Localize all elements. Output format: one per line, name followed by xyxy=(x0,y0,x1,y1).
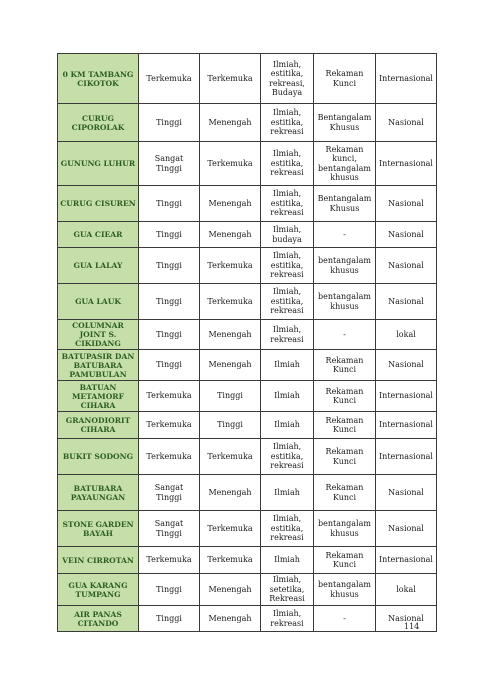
value-cell: Ilmiah, budaya xyxy=(261,222,314,248)
table-row xyxy=(58,350,437,381)
value-cell: Bentangalam Khusus xyxy=(314,104,376,142)
table-row xyxy=(58,606,437,632)
site-name-cell: CURUG CISUREN xyxy=(58,186,139,222)
value-cell: Menengah xyxy=(200,606,261,632)
table-row xyxy=(58,412,437,439)
value-cell: Tinggi xyxy=(139,574,200,606)
value-cell: Terkemuka xyxy=(139,54,200,104)
value-cell: - xyxy=(314,606,376,632)
value-cell: Ilmiah, estitika, rekreasi xyxy=(261,284,314,320)
value-cell: Terkemuka xyxy=(200,547,261,574)
page-number: 114 xyxy=(404,622,420,631)
value-cell: Tinggi xyxy=(139,284,200,320)
value-cell: Ilmiah xyxy=(261,547,314,574)
value-cell: Terkemuka xyxy=(200,284,261,320)
site-name-cell: BATUAN METAMORF CIHARA xyxy=(58,381,139,412)
value-cell: Terkemuka xyxy=(139,439,200,475)
value-cell: Bentangalam Khusus xyxy=(314,186,376,222)
value-cell: Terkemuka xyxy=(139,547,200,574)
value-cell: Nasional xyxy=(376,104,437,142)
value-cell: Internasional xyxy=(376,439,437,475)
value-cell: Rekaman Kunci xyxy=(314,381,376,412)
site-name-cell: GUA CIEAR xyxy=(58,222,139,248)
value-cell: Nasional xyxy=(376,511,437,547)
value-cell: Ilmiah, estitika, rekreasi, Budaya xyxy=(261,54,314,104)
value-cell: - xyxy=(314,222,376,248)
value-cell: lokal xyxy=(376,574,437,606)
value-cell: Sangat Tinggi xyxy=(139,475,200,511)
site-name-cell: GUNUNG LUHUR xyxy=(58,142,139,186)
value-cell: Ilmiah xyxy=(261,412,314,439)
value-cell: Tinggi xyxy=(139,320,200,350)
site-name-cell: BATUPASIR DAN BATUBARA PAMUBULAN xyxy=(58,350,139,381)
value-cell: Ilmiah, estitika, rekreasi xyxy=(261,511,314,547)
value-cell: Nasional xyxy=(376,222,437,248)
table-row xyxy=(58,439,437,475)
value-cell: Rekaman Kunci xyxy=(314,350,376,381)
value-cell: - xyxy=(314,320,376,350)
value-cell: Tinggi xyxy=(139,104,200,142)
table-row xyxy=(58,284,437,320)
value-cell: bentangalam khusus xyxy=(314,574,376,606)
value-cell: Nasional xyxy=(376,186,437,222)
value-cell: Terkemuka xyxy=(139,381,200,412)
value-cell: Menengah xyxy=(200,475,261,511)
site-name-cell: AIR PANAS CITANDO xyxy=(58,606,139,632)
value-cell: Rekaman Kunci xyxy=(314,547,376,574)
value-cell: Internasional xyxy=(376,381,437,412)
geosite-table-container xyxy=(57,53,436,632)
value-cell: Tinggi xyxy=(139,222,200,248)
table-row xyxy=(58,54,437,104)
value-cell: Terkemuka xyxy=(200,248,261,284)
value-cell: Nasional xyxy=(376,284,437,320)
value-cell: bentangalam khusus xyxy=(314,248,376,284)
table-row xyxy=(58,186,437,222)
value-cell: Terkemuka xyxy=(200,511,261,547)
value-cell: lokal xyxy=(376,320,437,350)
value-cell: Menengah xyxy=(200,222,261,248)
value-cell: Internasional xyxy=(376,142,437,186)
table-row xyxy=(58,511,437,547)
value-cell: Rekaman Kunci xyxy=(314,54,376,104)
value-cell: Tinggi xyxy=(139,248,200,284)
site-name-cell: COLUMNAR JOINT S. CIKIDANG xyxy=(58,320,139,350)
table-row xyxy=(58,475,437,511)
value-cell: Ilmiah, estitika, rekreasi xyxy=(261,439,314,475)
value-cell: Tinggi xyxy=(139,186,200,222)
value-cell: Ilmiah xyxy=(261,350,314,381)
site-name-cell: GUA LAUK xyxy=(58,284,139,320)
site-name-cell: VEIN CIRROTAN xyxy=(58,547,139,574)
value-cell: Menengah xyxy=(200,186,261,222)
table-row xyxy=(58,320,437,350)
site-name-cell: GUA KARANG TUMPANG xyxy=(58,574,139,606)
value-cell: Tinggi xyxy=(200,412,261,439)
value-cell: Menengah xyxy=(200,350,261,381)
site-name-cell: GUA LALAY xyxy=(58,248,139,284)
value-cell: bentangalam khusus xyxy=(314,284,376,320)
value-cell: Sangat Tinggi xyxy=(139,511,200,547)
table-row xyxy=(58,104,437,142)
value-cell: Terkemuka xyxy=(200,142,261,186)
value-cell: Terkemuka xyxy=(200,439,261,475)
value-cell: Internasional xyxy=(376,547,437,574)
value-cell: Rekaman kunci, bentangalam khusus xyxy=(314,142,376,186)
value-cell: Menengah xyxy=(200,320,261,350)
value-cell: Nasional xyxy=(376,475,437,511)
table-row xyxy=(58,142,437,186)
value-cell: Sangat Tinggi xyxy=(139,142,200,186)
value-cell: Ilmiah, estitika, rekreasi xyxy=(261,248,314,284)
site-name-cell: BATUBARA PAYAUNGAN xyxy=(58,475,139,511)
table-row xyxy=(58,547,437,574)
value-cell: Ilmiah, setetika, Rekreasi xyxy=(261,574,314,606)
value-cell: Tinggi xyxy=(200,381,261,412)
value-cell: Ilmiah, estitika, rekreasi xyxy=(261,186,314,222)
site-name-cell: 0 KM TAMBANG CIKOTOK xyxy=(58,54,139,104)
value-cell: Rekaman Kunci xyxy=(314,475,376,511)
site-name-cell: STONE GARDEN BAYAH xyxy=(58,511,139,547)
site-name-cell: GRANODIORIT CIHARA xyxy=(58,412,139,439)
value-cell: Internasional xyxy=(376,54,437,104)
table-row xyxy=(58,222,437,248)
value-cell: Ilmiah, estitika, rekreasi xyxy=(261,104,314,142)
value-cell: Ilmiah xyxy=(261,475,314,511)
table-row xyxy=(58,381,437,412)
geosite-table-body xyxy=(58,54,437,632)
value-cell: Ilmiah, rekreasi xyxy=(261,320,314,350)
value-cell: Nasional xyxy=(376,350,437,381)
value-cell: Ilmiah xyxy=(261,381,314,412)
value-cell: Rekaman Kunci xyxy=(314,439,376,475)
value-cell: Ilmiah, estitika, rekreasi xyxy=(261,142,314,186)
table-row xyxy=(58,248,437,284)
value-cell: Rekaman Kunci xyxy=(314,412,376,439)
value-cell: Nasional xyxy=(376,606,437,632)
value-cell: Internasional xyxy=(376,412,437,439)
site-name-cell: BUKIT SODONG xyxy=(58,439,139,475)
value-cell: Terkemuka xyxy=(200,54,261,104)
value-cell: Tinggi xyxy=(139,350,200,381)
value-cell: Tinggi xyxy=(139,606,200,632)
site-name-cell: CURUG CIPOROLAK xyxy=(58,104,139,142)
value-cell: Menengah xyxy=(200,574,261,606)
table-row xyxy=(58,574,437,606)
value-cell: bentangalam khusus xyxy=(314,511,376,547)
value-cell: Terkemuka xyxy=(139,412,200,439)
geosite-table xyxy=(57,53,437,632)
value-cell: Menengah xyxy=(200,104,261,142)
value-cell: Nasional xyxy=(376,248,437,284)
value-cell: Ilmiah, rekreasi xyxy=(261,606,314,632)
